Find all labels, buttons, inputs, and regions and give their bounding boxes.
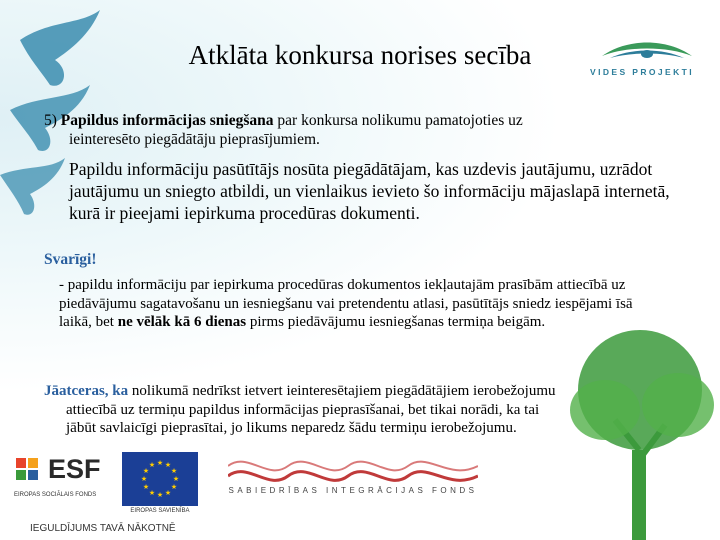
remember-line-1: nolikumā nedrīkst ietvert ieinteresētajiem piegādātājiem ierobežojumu	[128, 383, 556, 399]
vides-projekti-logo-icon	[582, 40, 712, 84]
remember-line-3: jābūt savlaicīgi pieprasītai, jo likums neparedz šādu termiņu ierobežojumu.	[66, 420, 517, 436]
svg-text:★: ★	[156, 459, 164, 467]
eu-caption: EIROPAS SAVIENĪBA	[130, 508, 190, 514]
info-paragraph: Papildu informāciju pasūtītājs nosūta piegādātājam, kas uzdevis jautājumu, uzrādot jautājumu un sniegto atbildi, un vienlaikus ievieto šo informāciju mājaslapā internetā, kurā ir pieejami iepirkuma procedūras dokumenti.	[69, 159, 670, 223]
page-title: Atklāta konkursa norises secība	[188, 40, 532, 70]
remember-label: Jāatceras, ka	[44, 383, 129, 399]
esf-logo-text: ESF	[48, 454, 101, 484]
sif-logo-icon	[228, 456, 478, 512]
svg-text:★: ★	[170, 483, 178, 491]
svg-text:★: ★	[164, 489, 172, 497]
tree-decoration	[560, 300, 720, 540]
remember-line-2: attiecībā uz termiņu papildus informācijas pieprasīšanai, bet tikai norādi, ka tai	[66, 401, 540, 418]
svg-text:★: ★	[148, 461, 156, 469]
svg-text:★: ★	[156, 491, 164, 499]
item-number: 5)	[44, 112, 57, 129]
item-rest: par konkursa nolikumu pamatojoties uz	[273, 112, 523, 129]
svg-text:★: ★	[170, 467, 178, 475]
svg-text:★: ★	[142, 483, 150, 491]
svg-text:★: ★	[172, 475, 180, 483]
svg-text:★: ★	[148, 489, 156, 497]
important-label	[44, 251, 664, 269]
brand-name: VIDES PROJEKTI	[590, 67, 694, 77]
sif-text: SABIEDRĪBAS INTEGRĀCIJAS FONDS	[228, 486, 478, 495]
svg-text:★: ★	[164, 461, 172, 469]
important-text-b: pirms piedāvājumu iesniegšanas termiņa beigām.	[246, 314, 546, 330]
svg-text:★: ★	[142, 467, 150, 475]
item-continuation: ieinteresēto piegādātāju pieprasījumiem.	[69, 131, 320, 148]
important-text-a: - papildu informāciju par iepirkuma procedūras dokumentos iekļautajām prasībām attiecībā uz piedāvājumu sagatavošanu un iesniegšanu vai pretendentu atlasi, pasūtītājs sniedz iespējami īsā laikā, bet	[59, 277, 633, 330]
svg-text:★: ★	[140, 475, 148, 483]
important-deadline: ne vēlāk kā 6 dienas	[117, 314, 247, 330]
item-lead: Papildus informācijas sniegšana	[60, 112, 274, 129]
slogan: IEGULDĪJUMS TAVĀ NĀKOTNĒ	[30, 523, 176, 534]
important-heading: Svarīgi!	[44, 251, 97, 268]
item-5	[44, 111, 664, 149]
esf-caption: EIROPAS SOCIĀLAIS FONDS	[14, 492, 97, 498]
eu-flag-icon	[122, 452, 198, 506]
